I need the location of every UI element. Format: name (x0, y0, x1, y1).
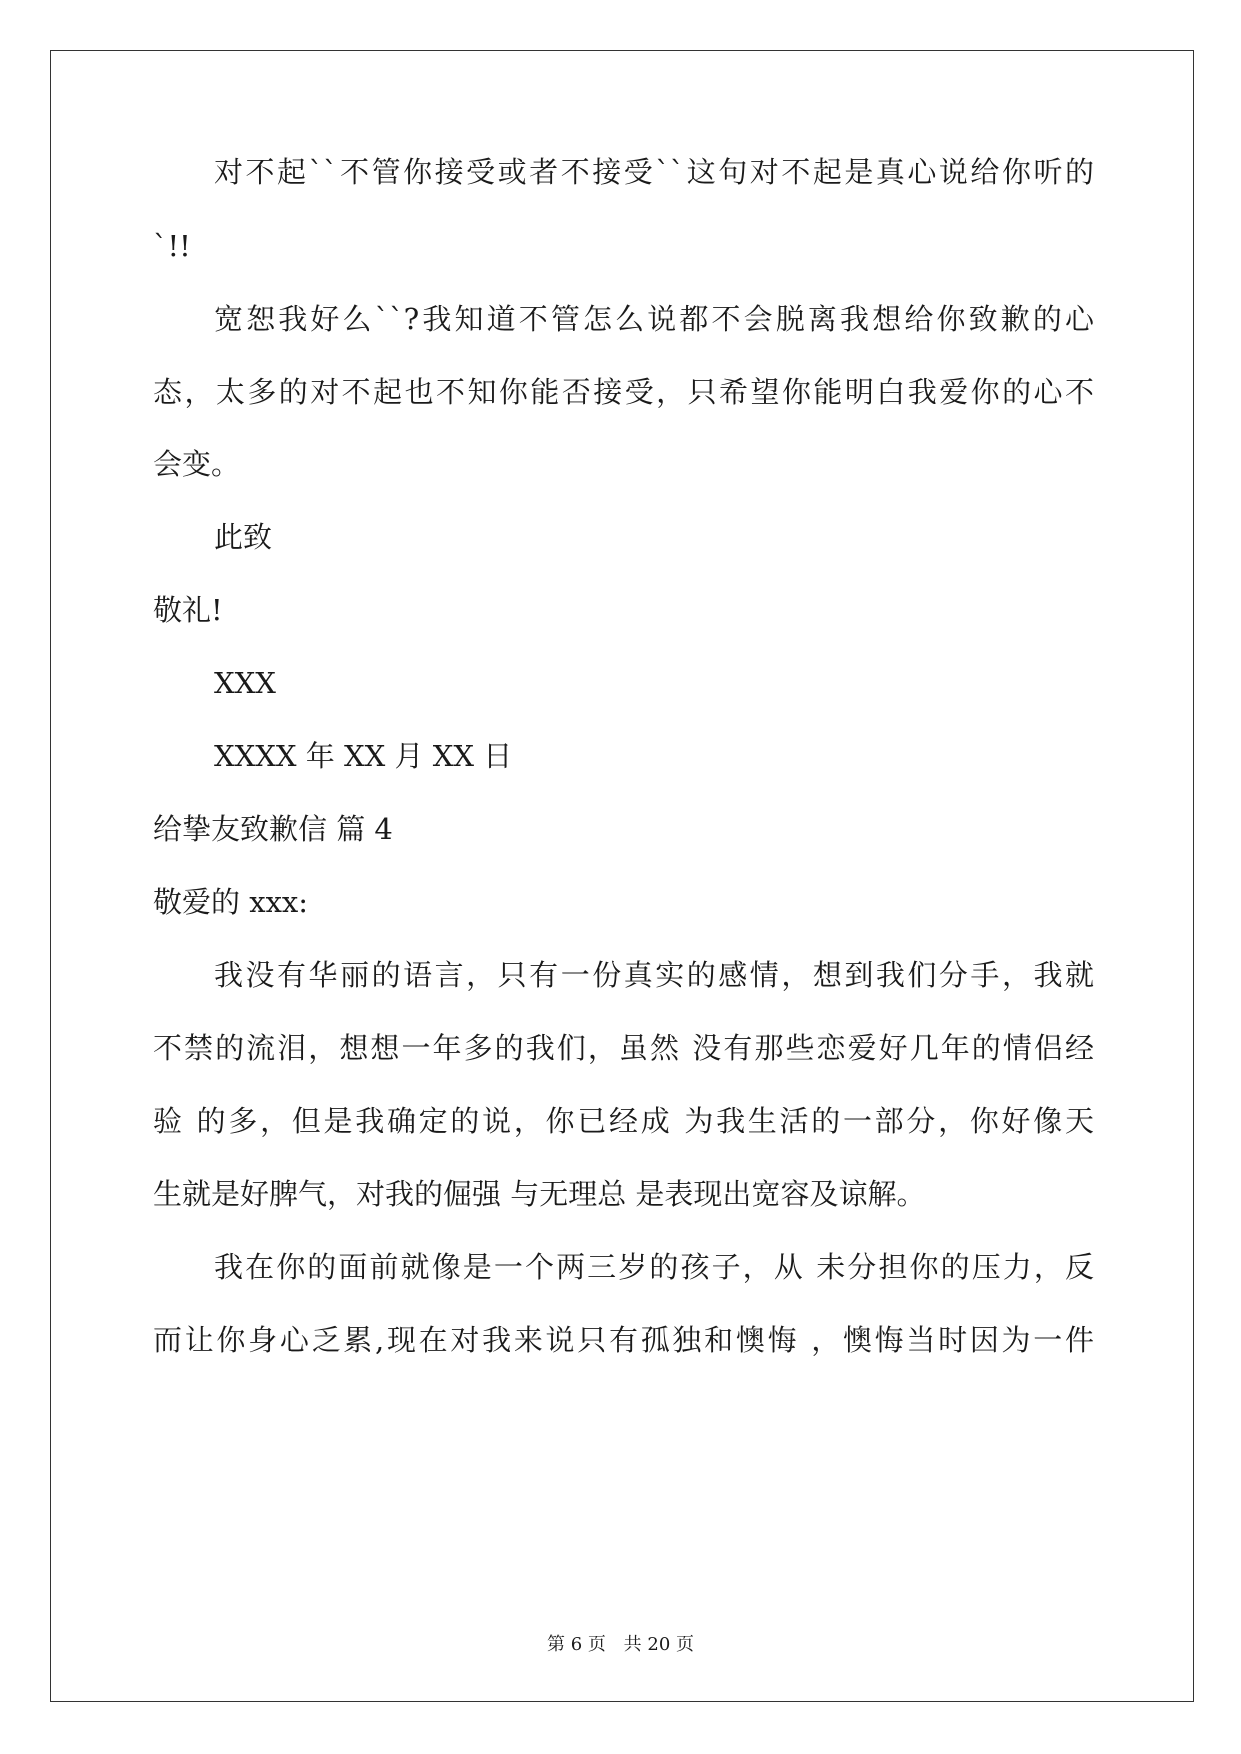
paragraph-line: 我没有华丽的语言，只有一份真实的感情，想到我们分手，我就 (214, 958, 1094, 992)
paragraph-line: 验 的多，但是我确定的说，你已经成 为我生活的一部分，你好像天 (153, 1104, 1094, 1138)
letter-greeting: 敬爱的 xxx: (153, 885, 309, 919)
paragraph-line: `!! (153, 229, 191, 263)
signature-date: XXXX 年 XX 月 XX 日 (214, 739, 513, 773)
paragraph-line: 我在你的面前就像是一个两三岁的孩子，从 未分担你的压力，反 (214, 1250, 1094, 1284)
paragraph-line: 生就是好脾气，对我的倔强 与无理总 是表现出宽容及谅解。 (153, 1177, 926, 1211)
page-border (50, 50, 1194, 1702)
paragraph-line: 而让你身心乏累,现在对我来说只有孤独和懊悔 ，懊悔当时因为一件 (153, 1323, 1094, 1357)
paragraph-line: 对不起``不管你接受或者不接受``这句对不起是真心说给你听的 (214, 155, 1094, 189)
page-footer (0, 1633, 1241, 1657)
paragraph-line: 不禁的流泪，想想一年多的我们，虽然 没有那些恋爱好几年的情侣经 (153, 1031, 1094, 1065)
page-number: 第 6 页 (547, 1634, 606, 1655)
closing-regards: 敬礼! (153, 593, 223, 627)
paragraph-line: 会变。 (153, 447, 241, 481)
section-heading: 给挚友致歉信 篇 4 (153, 812, 393, 846)
paragraph-line: 宽恕我好么``?我知道不管怎么说都不会脱离我想给你致歉的心 (214, 302, 1094, 336)
page-total: 共 20 页 (623, 1634, 694, 1655)
signature-name: XXX (214, 666, 276, 700)
paragraph-line: 态，太多的对不起也不知你能否接受，只希望你能明白我爱你的心不 (153, 375, 1094, 409)
closing-salutation: 此致 (214, 520, 273, 554)
